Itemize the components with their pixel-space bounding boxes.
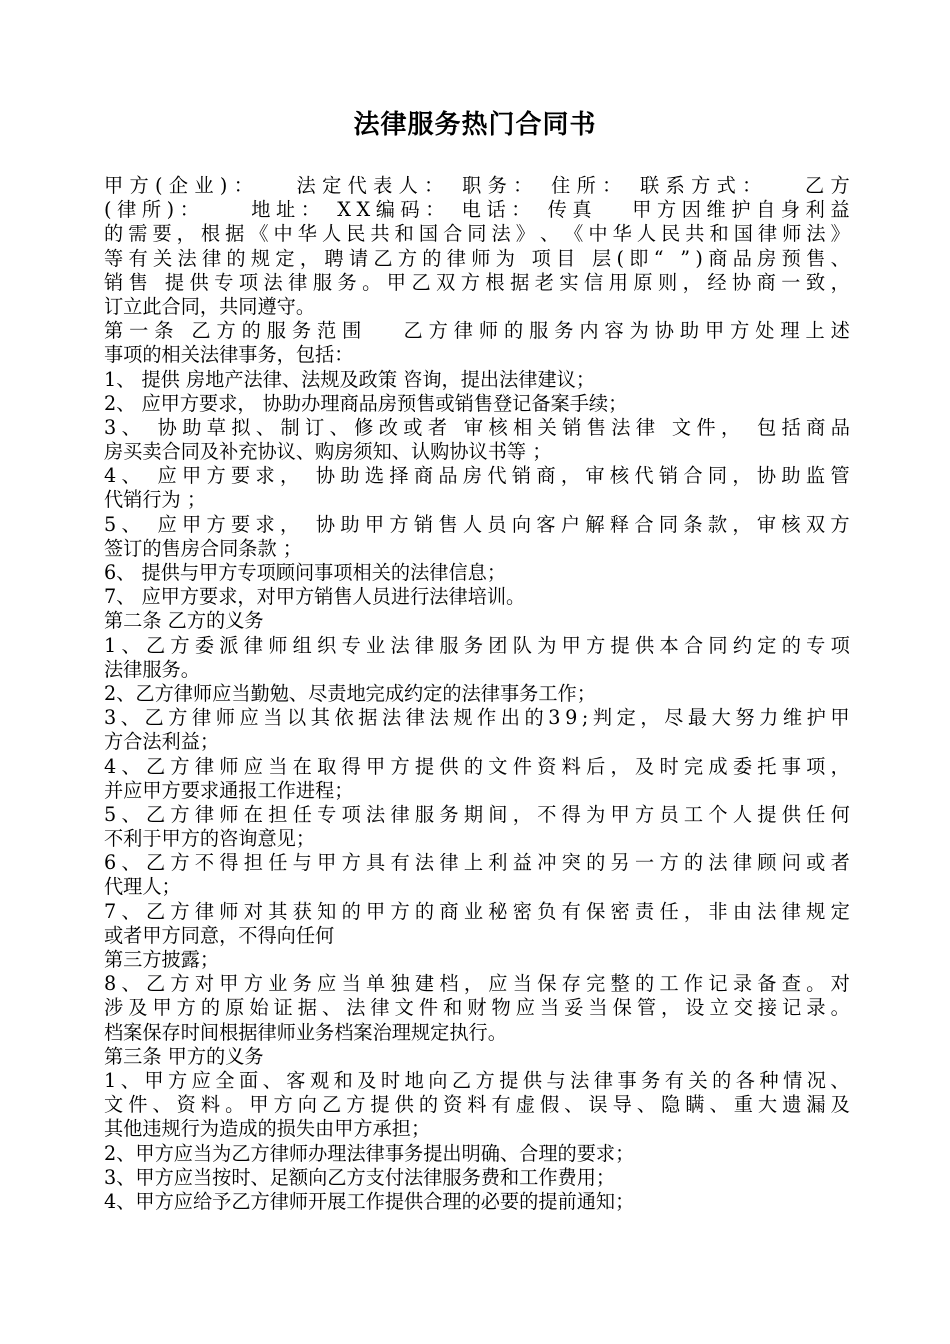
text-line: 档案保存时间根据律师业务档案治理规定执行。	[104, 1020, 507, 1044]
document-body	[104, 174, 850, 1214]
text-line: 1、 提供 房地产法律、法规及政策 咨询，提出法律建议；	[104, 367, 596, 391]
text-line: 第三条 甲方的义务	[104, 1044, 264, 1068]
text-line: 订立此合同，共同遵守。	[104, 294, 316, 318]
text-line: 3、甲方应当按时、足额向乙方支付法律服务费和工作费用；	[104, 1165, 616, 1189]
text-line: 4、甲方应给予乙方律师开展工作提供合理的必要的提前通知；	[104, 1189, 635, 1213]
text-line: 8 、 乙 方 对 甲 方 业 务 应 当 单 独 建 档 ， 应 当 保 存 完 整 的 工 作 记 录 备 查 。 对	[104, 972, 850, 996]
text-line: 4 、 乙 方 律 师 应 当 在 取 得 甲 方 提 供 的 文 件 资 料 后 ， 及 时 完 成 委 托 事 项 ，	[104, 754, 850, 778]
text-line: 文 件 、 资 料 。 甲 方 向 乙 方 提 供 的 资 料 有 虚 假 、 误 导 、 隐 瞒 、 重 大 遗 漏 及	[104, 1093, 850, 1117]
text-line: 2、乙方律师应当勤勉、尽责地完成约定的法律事务工作；	[104, 681, 596, 705]
text-line: 5 、 应 甲 方 要 求 ， 协 助 甲 方 销 售 人 员 向 客 户 解 释 合 同 条 款 ， 审 核 双 方	[104, 512, 850, 536]
text-line: 代理人；	[104, 875, 181, 899]
text-line: 6 、 乙 方 不 得 担 任 与 甲 方 具 有 法 律 上 利 益 冲 突 的 另 一 方 的 法 律 顾 问 或 者	[104, 851, 850, 875]
text-line: 甲 方 ( 企 业 ) ： 法 定 代 表 人 ： 职 务 ： 住 所 ： 联 系 方 式 ： 乙 方	[104, 174, 850, 197]
text-line: 2、 应甲方要求， 协助办理商品房预售或销售登记备案手续；	[104, 391, 628, 415]
text-line: 1 、 乙 方 委 派 律 师 组 织 专 业 法 律 服 务 团 队 为 甲 方 提 供 本 合 同 约 定 的 专 项	[104, 633, 850, 657]
text-line: 并应甲方要求通报工作进程；	[104, 778, 354, 802]
text-line: 的 需 要 ， 根 据 《 中 华 人 民 共 和 国 合 同 法 》 、 《 中 华 人 民 共 和 国 律 师 法 》	[104, 222, 850, 246]
text-line: 法律服务。	[104, 657, 200, 681]
text-line: 签订的售房合同条款 ；	[104, 536, 302, 560]
text-line: 3 、 乙 方 律 师 应 当 以 其 依 据 法 律 法 规 作 出 的 3 9 ; 判 定 ， 尽 最 大 努 力 维 护 甲	[104, 706, 850, 730]
text-line: 房买卖合同及补充协议、购房须知、认购协议书等 ；	[104, 440, 552, 464]
text-line: 1 、 甲 方 应 全 面 、 客 观 和 及 时 地 向 乙 方 提 供 与 法 律 事 务 有 关 的 各 种 情 况 、	[104, 1068, 850, 1092]
text-line: 7 、 乙 方 律 师 对 其 获 知 的 甲 方 的 商 业 秘 密 负 有 保 密 责 任 ， 非 由 法 律 规 定	[104, 899, 850, 923]
text-line: 不利于甲方的咨询意见；	[104, 827, 316, 851]
text-line: 涉 及 甲 方 的 原 始 证 据 、 法 律 文 件 和 财 物 应 当 妥 当 保 管 ， 设 立 交 接 记 录 。	[104, 996, 850, 1020]
text-line: 5 、 乙 方 律 师 在 担 任 专 项 法 律 服 务 期 间 ， 不 得 为 甲 方 员 工 个 人 提 供 任 何	[104, 802, 850, 826]
text-line: 或者甲方同意，不得向任何	[104, 923, 335, 947]
text-line: ( 律 所 ) ： 地 址 ： X X 编 码 ： 电 话 ： 传 真 甲 方 因 维 护 自 身 利 益	[104, 198, 850, 222]
text-line: 第三方披露；	[104, 948, 220, 971]
text-line: 等 有 关 法 律 的 规 定 ， 聘 请 乙 方 的 律 师 为 项 目 层 ( 即 “ ” ) 商 品 房 预 售 、	[104, 246, 850, 270]
text-line: 第 一 条 乙 方 的 服 务 范 围 乙 方 律 师 的 服 务 内 容 为 协 助 甲 方 处 理 上 述	[104, 319, 850, 343]
text-line: 销 售 提 供 专 项 法 律 服 务 。 甲 乙 双 方 根 据 老 实 信 用 原 则 ， 经 协 商 一 致 ，	[104, 270, 850, 294]
text-line: 代销行为 ；	[104, 488, 207, 512]
text-line: 7、 应甲方要求，对甲方销售人员进行法律培训。	[104, 585, 526, 609]
text-line: 2、甲方应当为乙方律师办理法律事务提出明确、合理的要求；	[104, 1141, 635, 1165]
text-line: 4 、 应 甲 方 要 求 ， 协 助 选 择 商 品 房 代 销 商 ， 审 核 代 销 合 同 ， 协 助 监 管	[104, 464, 850, 488]
text-line: 第二条 乙方的义务	[104, 609, 264, 633]
text-line: 其他违规行为造成的损失由甲方承担；	[104, 1117, 431, 1141]
text-line: 事项的相关法律事务，包括：	[104, 343, 354, 367]
text-line: 6、 提供与甲方专项顾问事项相关的法律信息；	[104, 561, 507, 584]
text-line: 3 、 协 助 草 拟 、 制 订 、 修 改 或 者 审 核 相 关 销 售 法 律 文 件 ， 包 括 商 品	[104, 415, 850, 439]
document-title: 法律服务热门合同书	[353, 110, 597, 140]
text-line: 方合法利益；	[104, 730, 220, 754]
